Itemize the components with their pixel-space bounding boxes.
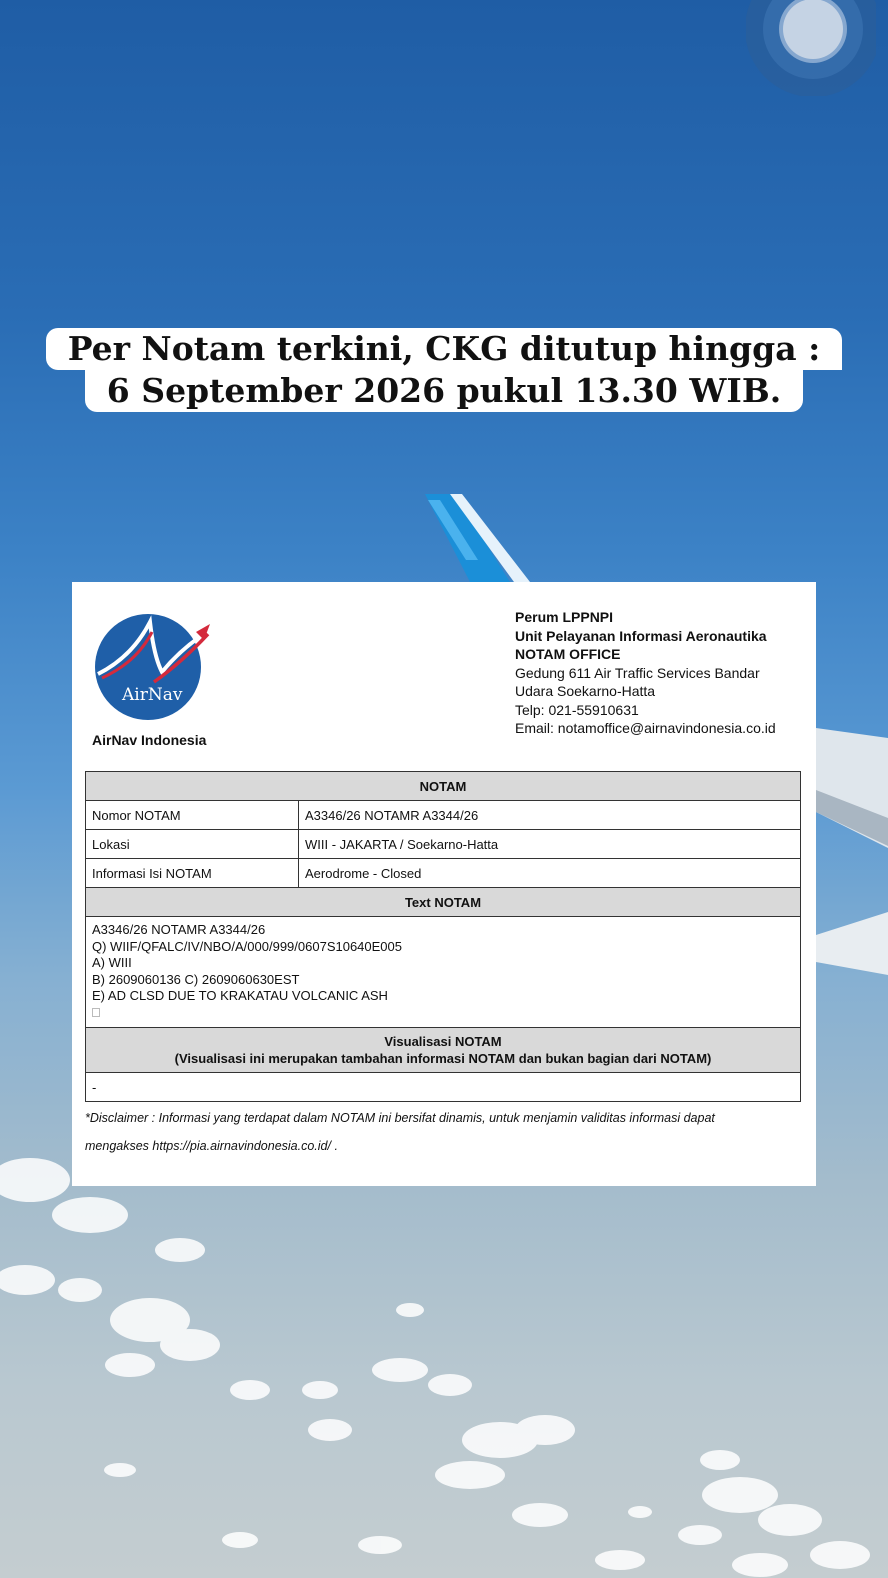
table-row	[86, 859, 801, 888]
row-value-lokasi: WIII - JAKARTA / Soekarno-Hatta	[299, 830, 801, 859]
airnav-logo	[92, 612, 222, 727]
row-label-informasi: Informasi Isi NOTAM	[86, 859, 299, 888]
caption	[0, 328, 888, 412]
row-label-nomor: Nomor NOTAM	[86, 801, 299, 830]
caption-line-1: Per Notam terkini, CKG ditutup hingga :	[46, 328, 843, 370]
office-line-5: Udara Soekarno-Hatta	[515, 683, 656, 699]
office-info	[515, 608, 776, 738]
airplane-wing	[816, 728, 888, 975]
office-line-2: Unit Pelayanan Informasi Aeronautika	[515, 627, 767, 644]
text-line-5: E) AD CLSD DUE TO KRAKATAU VOLCANIC ASH	[92, 988, 388, 1003]
text-line-3: A) WIII	[92, 955, 132, 970]
table-row	[86, 801, 801, 830]
disclaimer: *Disclaimer : Informasi yang terdapat dalam NOTAM ini bersifat dinamis, untuk menjamin validitas informasi dapat mengakses https://pia.airnavindonesia.co.id/ .	[85, 1111, 715, 1153]
visualisasi-title: Visualisasi NOTAM	[384, 1034, 502, 1049]
logo-name: AirNav Indonesia	[92, 732, 207, 748]
visualisasi-subtitle: (Visualisasi ini merupakan tambahan informasi NOTAM dan bukan bagian dari NOTAM)	[174, 1051, 712, 1066]
office-line-3: NOTAM OFFICE	[515, 646, 621, 662]
visualisasi-header	[86, 1028, 801, 1073]
text-notam-header: Text NOTAM	[86, 888, 801, 917]
office-email: Email: notamoffice@airnavindonesia.co.id	[515, 720, 776, 736]
airnav-logo-icon	[92, 612, 212, 722]
office-line-4: Gedung 611 Air Traffic Services Bandar	[515, 664, 760, 681]
row-value-informasi: Aerodrome - Closed	[299, 859, 801, 888]
office-phone: Telp: 021-55910631	[515, 701, 639, 718]
notam-table	[85, 771, 801, 1102]
row-value-nomor: A3346/26 NOTAMR A3344/26	[299, 801, 801, 830]
notam-document	[72, 582, 816, 1186]
notam-table-header: NOTAM	[86, 772, 801, 801]
text-line-2: Q) WIIF/QFALC/IV/NBO/A/000/999/0607S10640E005	[92, 938, 403, 954]
clouds	[0, 1158, 870, 1577]
table-row	[86, 830, 801, 859]
placeholder-box	[92, 1008, 100, 1017]
logo-wordmark: AirNav	[122, 685, 183, 705]
text-notam-body	[86, 917, 801, 1028]
office-line-1: Perum LPPNPI	[515, 609, 614, 625]
airplane-winglet	[425, 494, 530, 582]
row-label-lokasi: Lokasi	[86, 830, 299, 859]
caption-line-2: 6 September 2026 pukul 13.30 WIB.	[85, 370, 803, 412]
camera-ring-icon[interactable]	[746, 0, 876, 96]
text-line-1: A3346/26 NOTAMR A3344/26	[92, 922, 266, 937]
text-line-4: B) 2609060136 C) 2609060630EST	[92, 971, 300, 987]
visualisasi-value: -	[86, 1073, 801, 1102]
